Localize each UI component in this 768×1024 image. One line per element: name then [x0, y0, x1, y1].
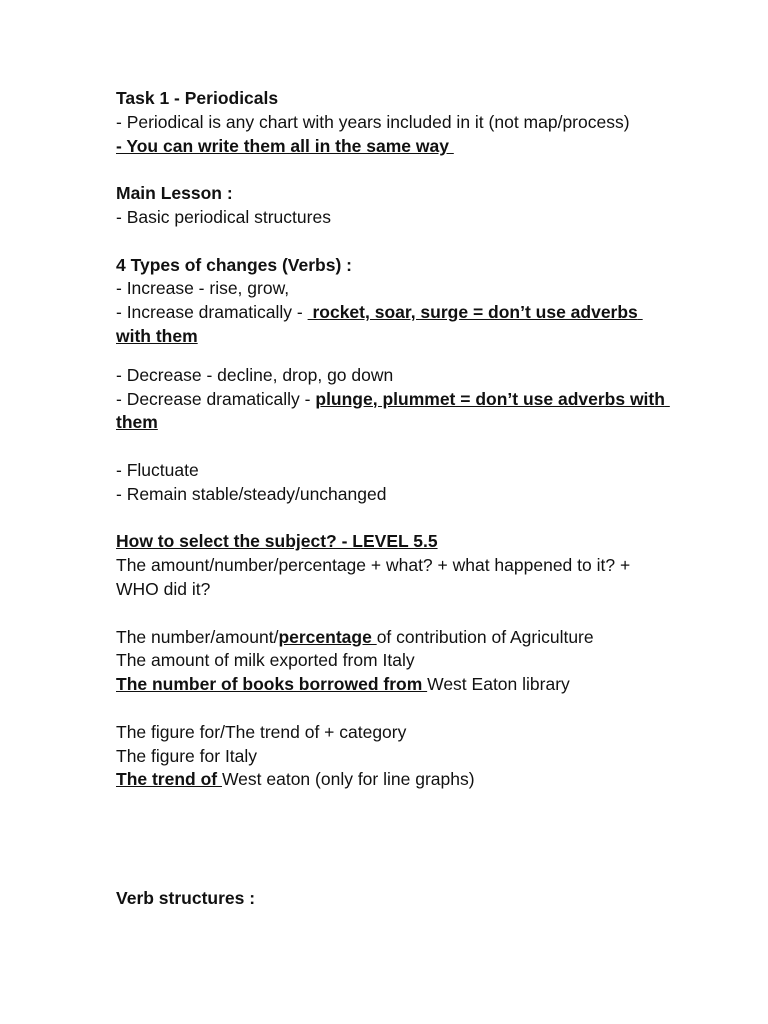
trend-emphasis: The trend of	[116, 769, 222, 790]
remain-item: - Remain stable/steady/unchanged	[116, 483, 387, 504]
main-lesson-item: - Basic periodical structures	[116, 206, 331, 227]
example-1-emphasis: percentage	[278, 626, 377, 647]
decrease-dramatic-label: - Decrease dramatically -	[116, 388, 316, 409]
example-3-emphasis: The number of books borrowed from	[116, 674, 428, 695]
increase-dramatic-verbs: rocket, soar, surge = don’t use adverbs with them	[116, 302, 643, 346]
spacer	[116, 230, 676, 254]
spacer	[116, 792, 676, 887]
task-note: - You can write them all in the same way	[116, 135, 454, 156]
example-1-suffix: of contribution of Agriculture	[376, 626, 594, 647]
example-1-prefix: The number/amount/	[116, 626, 279, 647]
spacer	[116, 697, 676, 721]
subject-formula: The amount/number/percentage + what? + what happened to it? + WHO did it?	[116, 555, 636, 599]
task-definition: - Periodical is any chart with years included in it (not map/process)	[116, 111, 630, 132]
decrease-item: - Decrease - decline, drop, go down	[116, 364, 394, 385]
increase-item: - Increase - rise, grow,	[116, 278, 290, 299]
example-3-suffix: West Eaton library	[427, 674, 570, 695]
fluctuate-item: - Fluctuate	[116, 459, 199, 480]
task-heading: Task 1 - Periodicals	[116, 88, 279, 108]
subject-example-3	[116, 673, 676, 697]
spacer	[116, 507, 676, 531]
increase-dramatic-label: - Increase dramatically -	[116, 302, 308, 323]
figure-rule: The figure for/The trend of + category	[116, 721, 407, 742]
trend-suffix: West eaton (only for line graphs)	[221, 769, 475, 790]
spacer	[116, 435, 676, 459]
spacer	[116, 349, 676, 364]
subject-example-1	[116, 626, 676, 650]
increase-dramatic-item	[116, 301, 676, 349]
decrease-dramatic-verbs: plunge, plummet = don’t use adverbs with them	[116, 388, 670, 433]
spacer	[116, 158, 676, 182]
types-heading: 4 Types of changes (Verbs) :	[116, 254, 352, 275]
verb-structures-heading: Verb structures :	[116, 888, 256, 909]
document-body	[116, 87, 676, 911]
spacer	[116, 602, 676, 626]
main-lesson-heading: Main Lesson :	[116, 183, 233, 204]
figure-example: The figure for Italy	[116, 745, 258, 766]
decrease-dramatic-item	[116, 388, 676, 436]
trend-example	[116, 768, 676, 792]
subject-heading: How to select the subject? - LEVEL 5.5	[116, 531, 438, 552]
subject-example-2: The amount of milk exported from Italy	[116, 650, 415, 671]
